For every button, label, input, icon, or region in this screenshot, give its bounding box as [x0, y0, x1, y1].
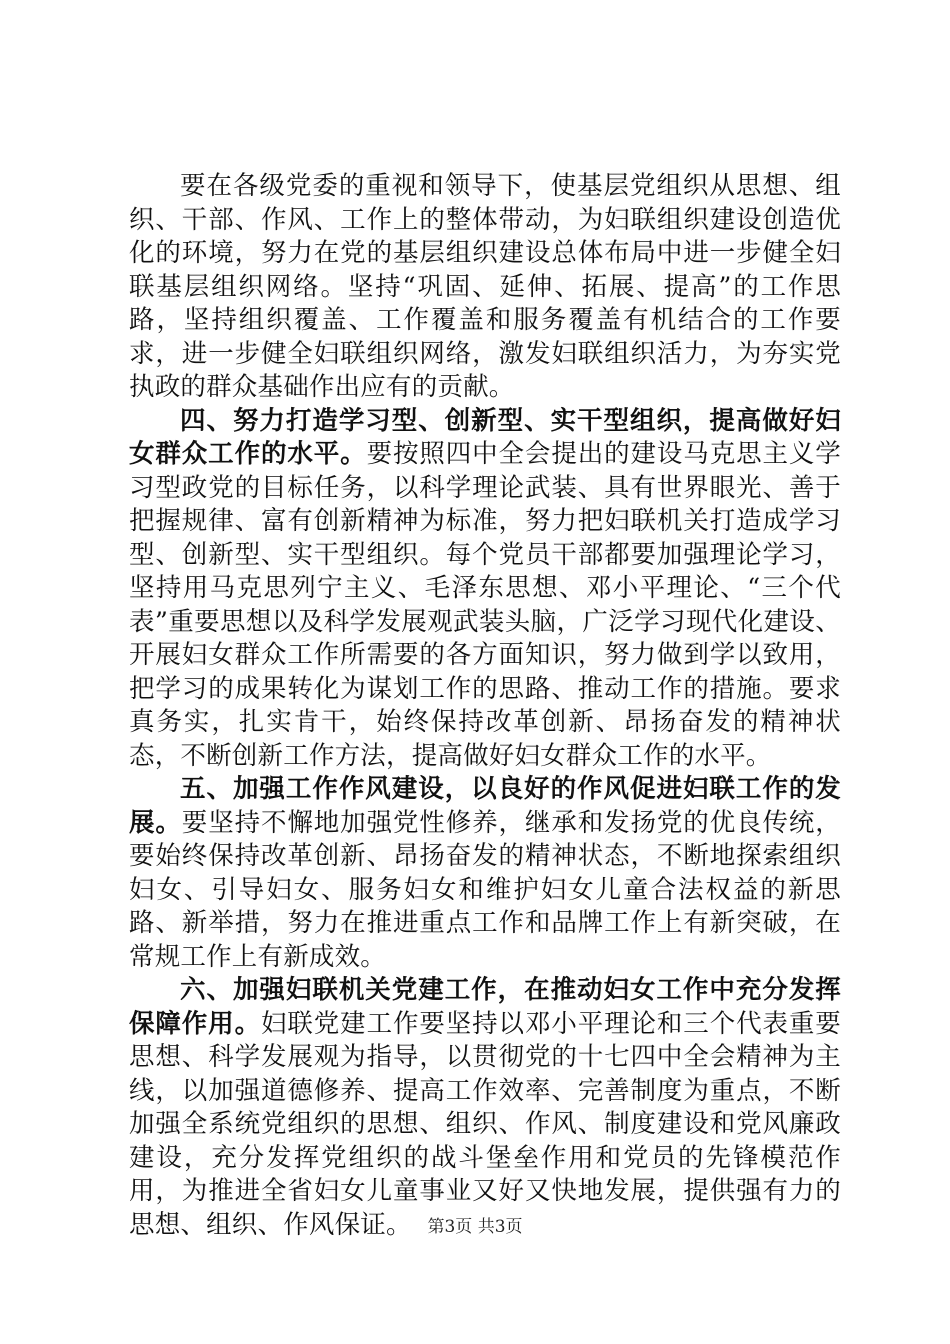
paragraph-heading: 六、加强妇联机关党建工作，在推动妇女工作中充分发挥保障作用。 [129, 975, 841, 1039]
paragraph-text: 妇联党建工作要坚持以邓小平理论和三个代表重要思想、科学发展观为指导，以贯彻党的十七四中全会精神为主线，以加强道德修养、提高工作效率、完善制度为重点，不断加强全系统党组织的思想、组织、作风、制度建设和党风廉政建设，充分发挥党组织的战斗堡垒作用和党员的先锋模范作用，为推进全省妇女儿童事业又好又快地发展，提供强有力的思想、组织、作风保证。 [129, 1008, 841, 1240]
paragraph-learning-organization [129, 405, 841, 774]
document-body [129, 170, 841, 1242]
paragraph-work-style [129, 773, 841, 974]
paragraph-heading: 五、加强工作作风建设，以良好的作风促进妇联工作的发展。 [129, 774, 841, 838]
paragraph-text: 要按照四中全会提出的建设马克思主义学习型政党的目标任务，以科学理论武装、具有世界眼光、善于把握规律、富有创新精神为标准，努力把妇联机关打造成学习型、创新型、实干型组织。每个党员干部都要加强理论学习，坚持用马克思列宁主义、毛泽东思想、邓小平理论、“三个代表”重要思想以及科学发展观武装头脑，广泛学习现代化建设、开展妇女群众工作所需要的各方面知识，努力做到学以致用，把学习的成果转化为谋划工作的思路、推动工作的措施。要求真务实，扎实肯干，始终保持改革创新、昂扬奋发的精神状态，不断创新工作方法，提高做好妇女群众工作的水平。 [129, 439, 841, 771]
page-footer [0, 1216, 950, 1238]
paragraph-text: 要坚持不懈地加强党性修养，继承和发扬党的优良传统，要始终保持改革创新、昂扬奋发的精神状态，不断地探索组织妇女、引导妇女、服务妇女和维护妇女儿童合法权益的新思路、新举措，努力在推进重点工作和品牌工作上有新突破，在常规工作上有新成效。 [129, 807, 841, 972]
paragraph-organization-network [129, 170, 841, 405]
paragraph-party-building [129, 974, 841, 1242]
paragraph-text: 要在各级党委的重视和领导下，使基层党组织从思想、组织、干部、作风、工作上的整体带动，为妇联组织建设创造优化的环境，努力在党的基层组织建设总体布局中进一步健全妇联基层组织网络。坚持“巩固、延伸、拓展、提高”的工作思路，坚持组织覆盖、工作覆盖和服务覆盖有机结合的工作要求，进一步健全妇联组织网络，激发妇联组织活力，为夯实党执政的群众基础作出应有的贡献。 [129, 171, 841, 402]
page-number-label: 第3页 共3页 [427, 1217, 523, 1237]
paragraph-heading: 四、努力打造学习型、创新型、实干型组织，提高做好妇女群众工作的水平。 [129, 405, 841, 469]
